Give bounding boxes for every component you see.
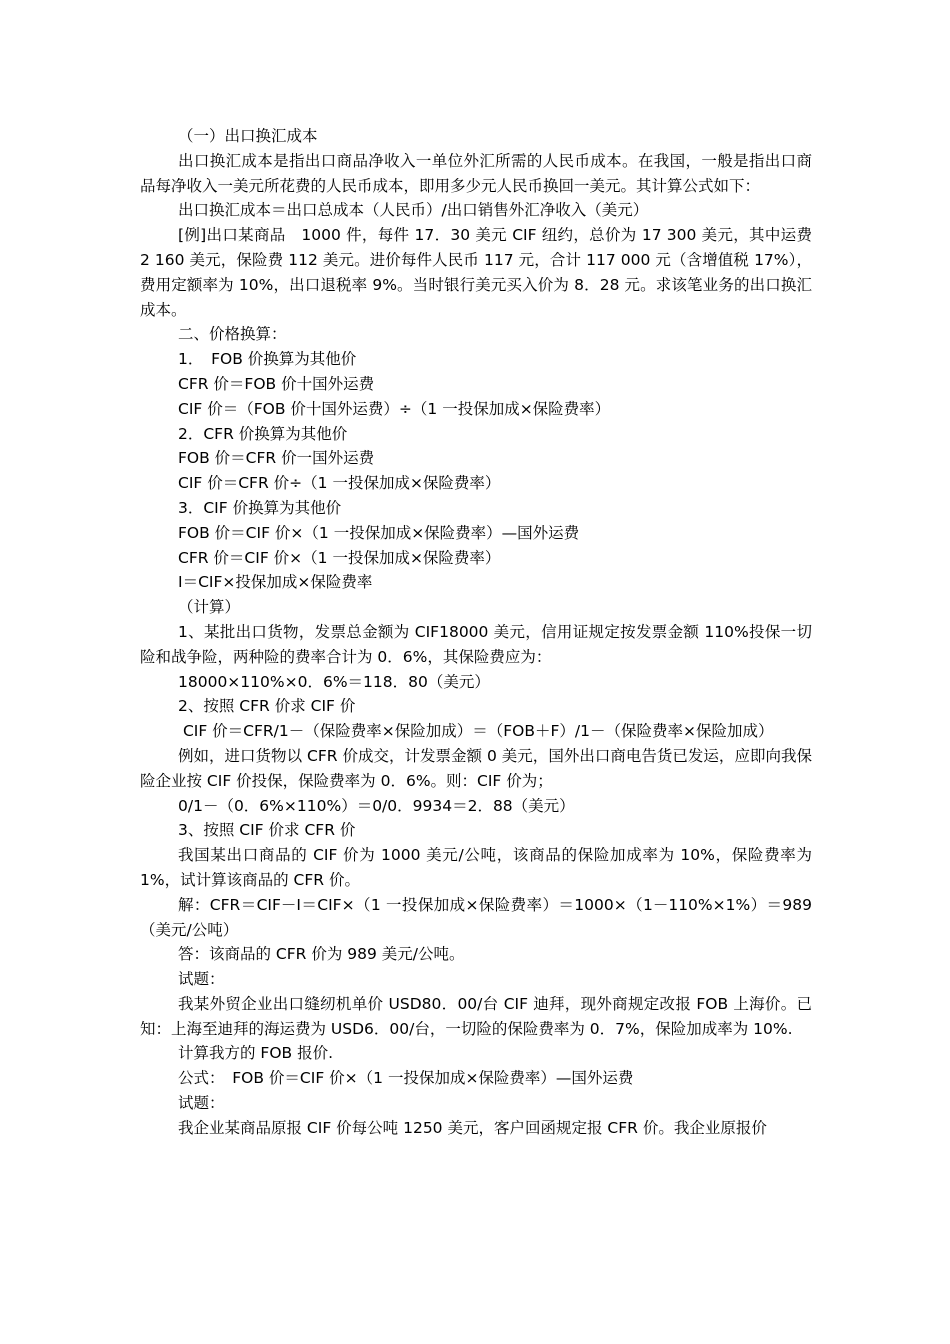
section-heading-exchange-cost: （一）出口换汇成本 [178, 127, 318, 145]
label-exercise: 试题： [178, 970, 225, 989]
paragraph-exercise-1: 我某外贸企业出口缝纫机单价 USD80．00/台 CIF 迪拜，现外商规定改报 FOB 上海价。已知：上海至迪拜的海运费为 USD6．00/台，一切险的保险费率为 0．7%，保险加成率为 10%. [140, 994, 812, 1038]
formula-line: CFR 价＝CIF 价×（1 一投保加成×保险费率） [178, 548, 501, 567]
paragraph-task: 计算我方的 FOB 报价. [178, 1044, 334, 1063]
formula-line: CIF 价＝CFR 价÷（1 一投保加成×保险费率） [178, 474, 501, 493]
section-heading-price-conversion: 二、价格换算： [178, 325, 287, 344]
formula-exchange-cost: 出口换汇成本＝出口总成本（人民币）/出口销售外汇净收入（美元） [178, 201, 649, 220]
section-heading-calculation: （计算） [178, 598, 241, 617]
subheading-fob: 1． FOB 价换算为其他价 [178, 350, 357, 369]
paragraph-solution: 解：CFR＝CIF－I＝CIF×（1 一投保加成×保险费率）＝1000×（1－110%×1%）＝989（美元/公吨） [140, 895, 812, 939]
paragraph-exercise-2: 我企业某商品原报 CIF 价每公吨 1250 美元，客户回函规定报 CFR 价。我企业原报价 [178, 1118, 767, 1137]
paragraph-problem-1: 1、某批出口货物，发票总金额为 CIF18000 美元，信用证规定按发票金额 110%投保一切险和战争险，两种险的费率合计为 0．6%，其保险费应为： [140, 622, 812, 666]
paragraph-example: [例]出口某商品 1000 件，每件 17．30 美元 CIF 纽约，总价为 17 300 美元，其中运费 2 160 美元，保险费 112 美元。进价每件人民币 117 元，合计 117 000 元（含增值税 17%），费用定额率为 10%，出口退税率 9%。当时银行美元买入价为 8．28 元。求该笔业务的出口换汇成本。 [140, 226, 817, 319]
subheading-cif-to-cfr: 3、按照 CIF 价求 CFR 价 [178, 821, 356, 840]
formula-line: CIF 价＝（FOB 价十国外运费）÷（1 一投保加成×保险费率） [178, 399, 611, 418]
paragraph-answer: 答：该商品的 CFR 价为 989 美元/公吨。 [178, 945, 465, 964]
paragraph-example-import: 例如，进口货物以 CFR 价成交，计发票金额 0 美元，国外出口商电告货已发运，应即向我保险企业按 CIF 价投保，保险费率为 0．6%。则：CIF 价为； [140, 746, 812, 790]
formula-line: FOB 价＝CIF 价×（1 一投保加成×保险费率）—国外运费 [178, 523, 580, 542]
formula-line: CIF 价＝CFR/1－（保险费率×保险加成）＝（FOB＋F）/1－（保险费率×保险加成） [178, 722, 774, 741]
formula-line: CFR 价＝FOB 价十国外运费 [178, 374, 375, 393]
subheading-cfr: 2．CFR 价换算为其他价 [178, 424, 348, 443]
subheading-cif: 3．CIF 价换算为其他价 [178, 498, 342, 517]
subheading-cfr-to-cif: 2、按照 CFR 价求 CIF 价 [178, 697, 356, 716]
formula-line: 18000×110%×0．6%＝118．80（美元） [178, 672, 490, 691]
label-exercise: 试题： [178, 1094, 225, 1113]
paragraph-definition: 出口换汇成本是指出口商品净收入一单位外汇所需的人民币成本。在我国，一般是指出口商品每净收入一美元所花费的人民币成本，即用多少元人民币换回一美元。其计算公式如下： [140, 151, 812, 195]
paragraph-problem-3: 我国某出口商品的 CIF 价为 1000 美元/公吨，该商品的保险加成率为 10%，保险费率为 1%，试计算该商品的 CFR 价。 [140, 846, 817, 889]
document-body [140, 124, 817, 1141]
formula-line: I＝CIF×投保加成×保险费率 [178, 573, 373, 592]
formula-line: 公式： FOB 价＝CIF 价×（1 一投保加成×保险费率）—国外运费 [178, 1069, 634, 1088]
formula-line: 0/1－（0．6%×110%）＝0/0．9934＝2．88（美元） [178, 796, 575, 815]
formula-line: FOB 价＝CFR 价一国外运费 [178, 449, 375, 468]
